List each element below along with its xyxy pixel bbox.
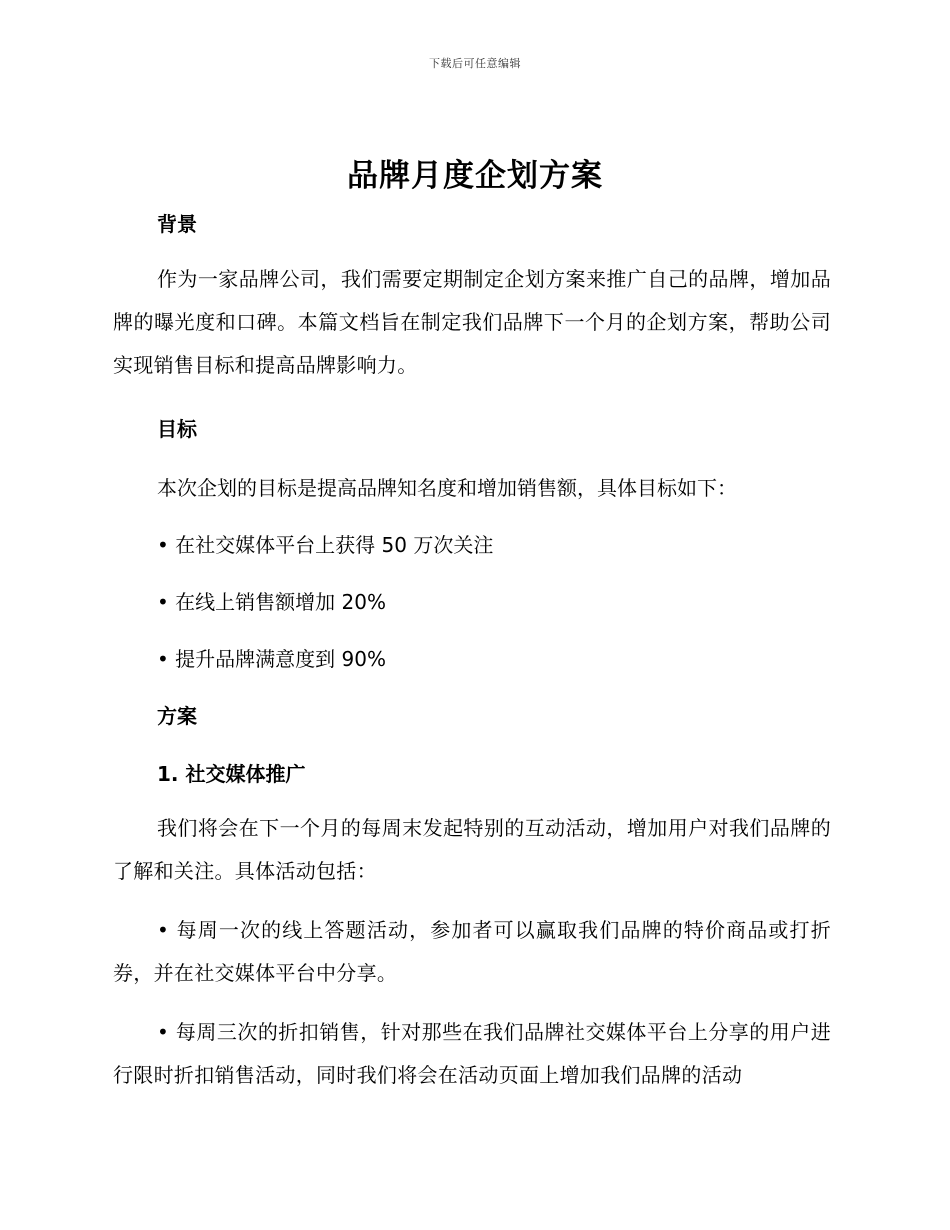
plan-bullet-1: • 每周一次的线上答题活动，参加者可以赢取我们品牌的特价商品或打折券，并在社交媒体平台中分享。 xyxy=(113,918,831,985)
goal-bullet-3: • 提升品牌满意度到 90% xyxy=(157,647,386,671)
document-title: 品牌月度企划方案 xyxy=(347,158,603,194)
plan-social-media-paragraph: 我们将会在下一个月的每周末发起特别的互动活动，增加用户对我们品牌的了解和关注。具体活动包括： xyxy=(113,816,831,883)
goal-bullet-1: • 在社交媒体平台上获得 50 万次关注 xyxy=(157,533,494,557)
header-note: 下载后可任意编辑 xyxy=(429,57,521,70)
goal-bullet-2: • 在线上销售额增加 20% xyxy=(157,590,386,614)
section-heading-background: 背景 xyxy=(157,212,197,236)
background-paragraph: 作为一家品牌公司，我们需要定期制定企划方案来推广自己的品牌，增加品牌的曝光度和口碑。本篇文档旨在制定我们品牌下一个月的企划方案，帮助公司实现销售目标和提高品牌影响力。 xyxy=(113,267,831,377)
plan-bullet-2: • 每周三次的折扣销售，针对那些在我们品牌社交媒体平台上分享的用户进行限时折扣销售活动，同时我们将会在活动页面上增加我们品牌的活动 xyxy=(113,1020,831,1087)
section-heading-goal: 目标 xyxy=(157,417,197,441)
section-heading-plan: 方案 xyxy=(157,704,197,728)
plan-subheading-social-media: 1. 社交媒体推广 xyxy=(157,762,306,786)
goal-intro: 本次企划的目标是提高品牌知名度和增加销售额，具体目标如下： xyxy=(157,476,737,500)
